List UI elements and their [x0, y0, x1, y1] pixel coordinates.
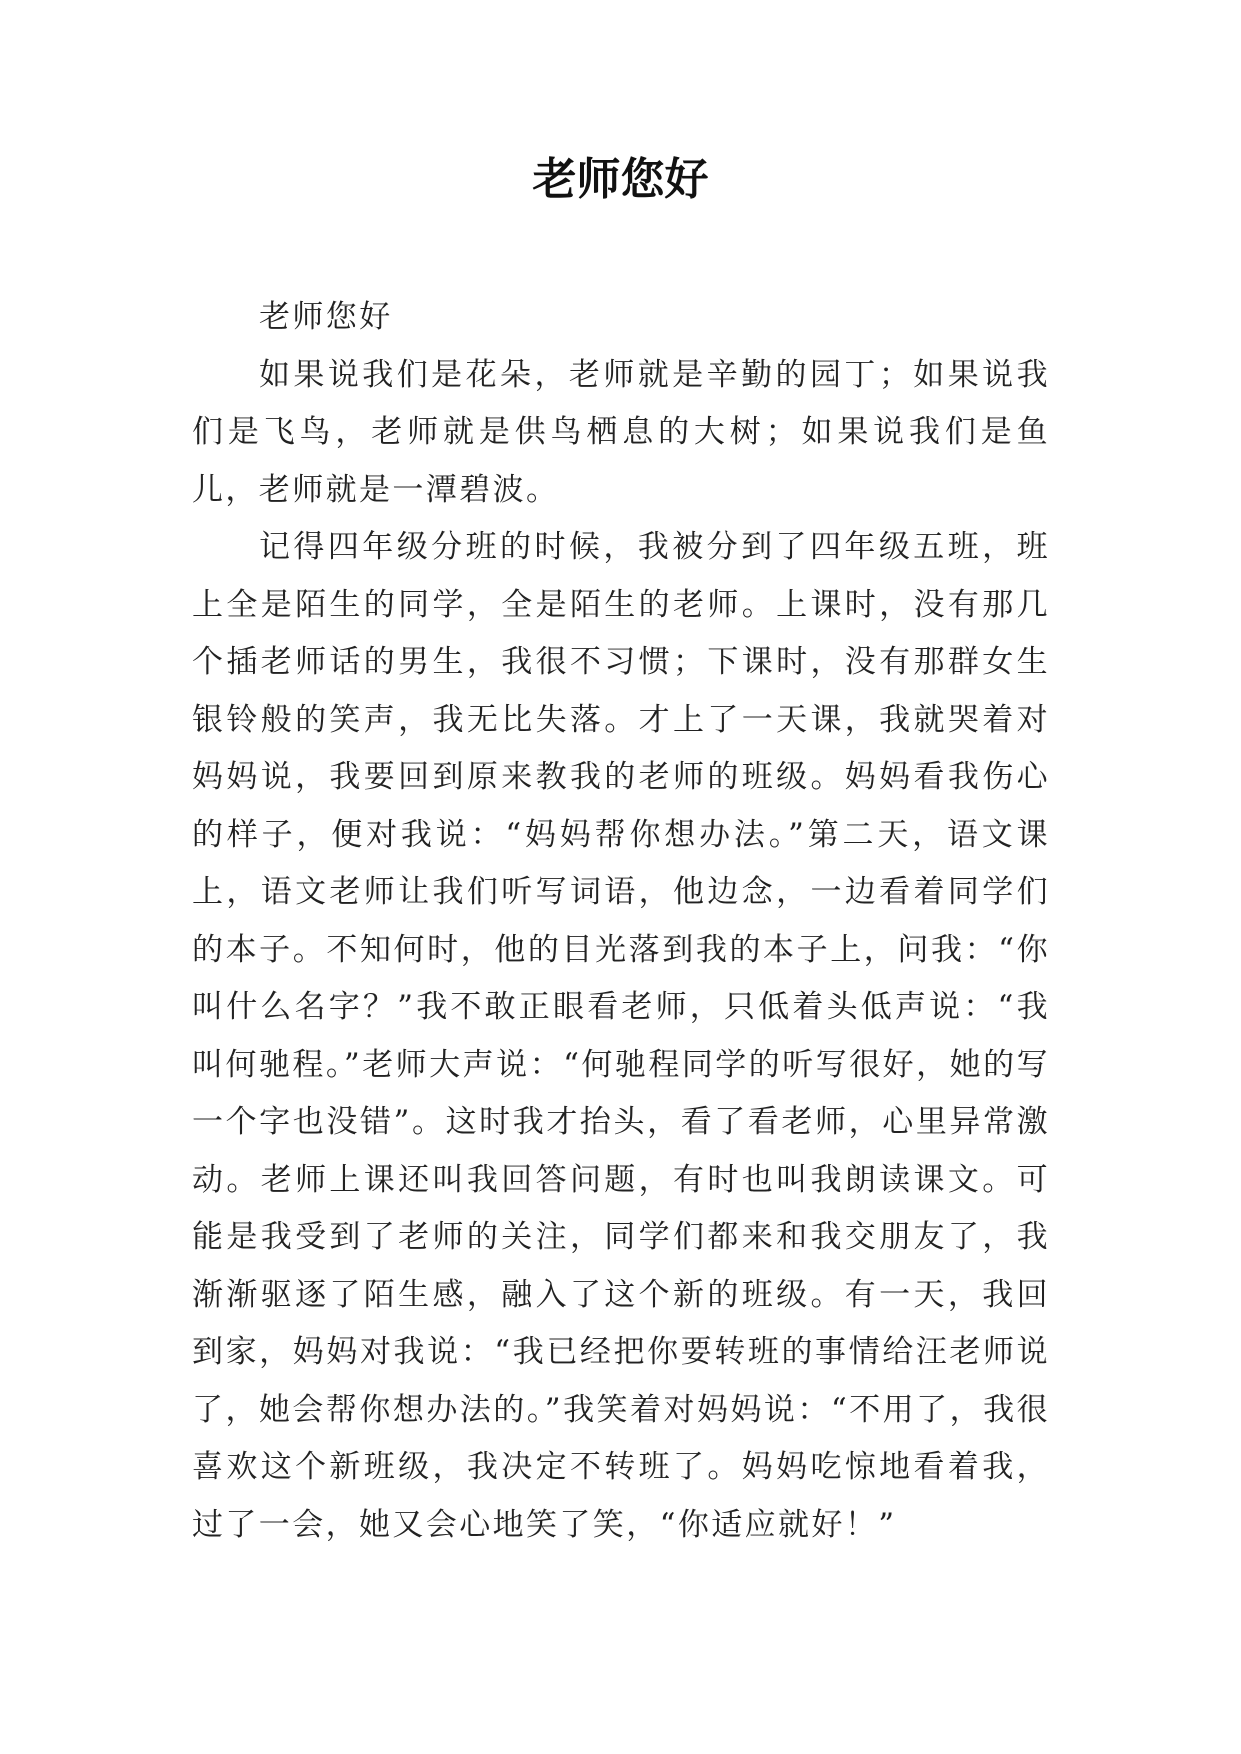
paragraph-story: 记得四年级分班的时候，我被分到了四年级五班，班上全是陌生的同学，全是陌生的老师。上课时，没有那几个插老师话的男生，我很不习惯；下课时，没有那群女生银铃般的笑声，我无比失落。才上了一天课，我就哭着对妈妈说，我要回到原来教我的老师的班级。妈妈看我伤心的样子，便对我说：“妈妈帮你想办法。”第二天，语文课上，语文老师让我们听写词语，他边念，一边看着同学们的本子。不知何时，他的目光落到我的本子上，问我：“你叫什么名字？”我不敢正眼看老师，只低着头低声说：“我叫何驰程。”老师大声说：“何驰程同学的听写很好，她的写一个字也没错”。这时我才抬头，看了看老师，心里异常激动。老师上课还叫我回答问题，有时也叫我朗读课文。可能是我受到了老师的关注，同学们都来和我交朋友了，我渐渐驱逐了陌生感，融入了这个新的班级。有一天，我回到家，妈妈对我说：“我已经把你要转班的事情给汪老师说了，她会帮你想办法的。”我笑着对妈妈说：“不用了，我很喜欢这个新班级，我决定不转班了。妈妈吃惊地看着我，过了一会，她又会心地笑了笑，“你适应就好！” [192, 529, 1050, 1543]
document-body [192, 289, 1050, 1554]
document-title: 老师您好 [532, 154, 709, 205]
paragraph-heading: 老师您好 [259, 299, 393, 335]
paragraph-metaphor: 如果说我们是花朵，老师就是辛勤的园丁；如果说我们是飞鸟，老师就是供鸟栖息的大树；如果说我们是鱼儿，老师就是一潭碧波。 [192, 356, 1050, 508]
